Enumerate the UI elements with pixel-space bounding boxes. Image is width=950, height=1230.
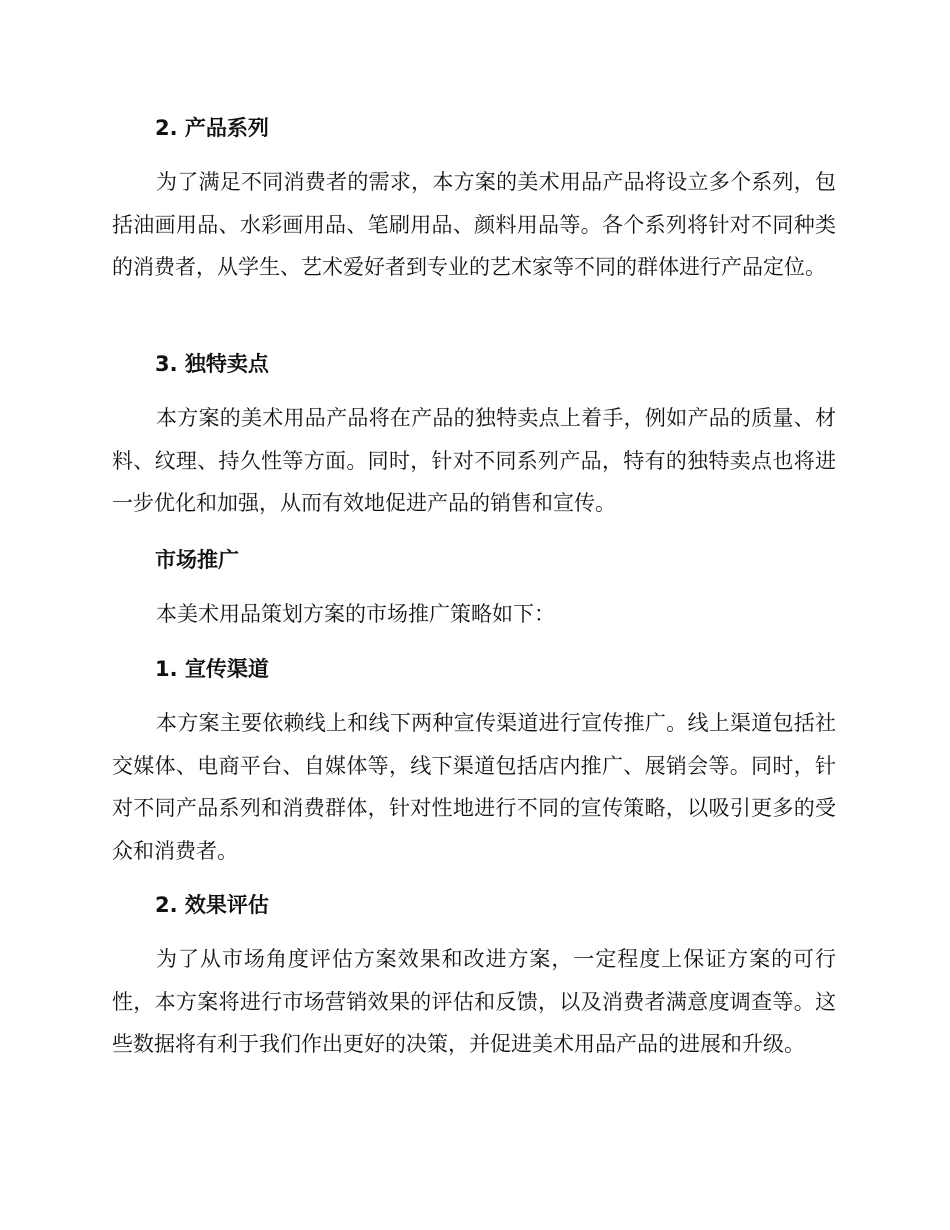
paragraph-promotion-channels: 本方案主要依赖线上和线下两种宣传渠道进行宣传推广。线上渠道包括社交媒体、电商平台、自媒体等，线下渠道包括店内推广、展销会等。同时，针对不同产品系列和消费群体，针对性地进行不同的宣传策略，以吸引更多的受众和消费者。 (112, 711, 836, 863)
heading-market-promotion: 市场推广 (155, 548, 239, 572)
heading-unique-selling-point: 3. 独特卖点 (155, 352, 269, 376)
heading-promotion-channels: 1. 宣传渠道 (155, 657, 269, 681)
heading-product-series: 2. 产品系列 (155, 116, 269, 140)
paragraph-unique-selling-point: 本方案的美术用品产品将在产品的独特卖点上着手，例如产品的质量、材料、纹理、持久性等方面。同时，针对不同系列产品，特有的独特卖点也将进一步优化和加强，从而有效地促进产品的销售和宣传。 (112, 406, 836, 515)
paragraph-market-promotion: 本美术用品策划方案的市场推广策略如下： (156, 602, 555, 626)
paragraph-product-series: 为了满足不同消费者的需求，本方案的美术用品产品将设立多个系列，包括油画用品、水彩画用品、笔刷用品、颜料用品等。各个系列将针对不同种类的消费者，从学生、艺术爱好者到专业的艺术家等不同的群体进行产品定位。 (112, 170, 836, 279)
heading-effect-evaluation: 2. 效果评估 (155, 893, 269, 917)
paragraph-effect-evaluation: 为了从市场角度评估方案效果和改进方案，一定程度上保证方案的可行性，本方案将进行市场营销效果的评估和反馈，以及消费者满意度调查等。这些数据将有利于我们作出更好的决策，并促进美术用品产品的进展和升级。 (112, 947, 836, 1056)
